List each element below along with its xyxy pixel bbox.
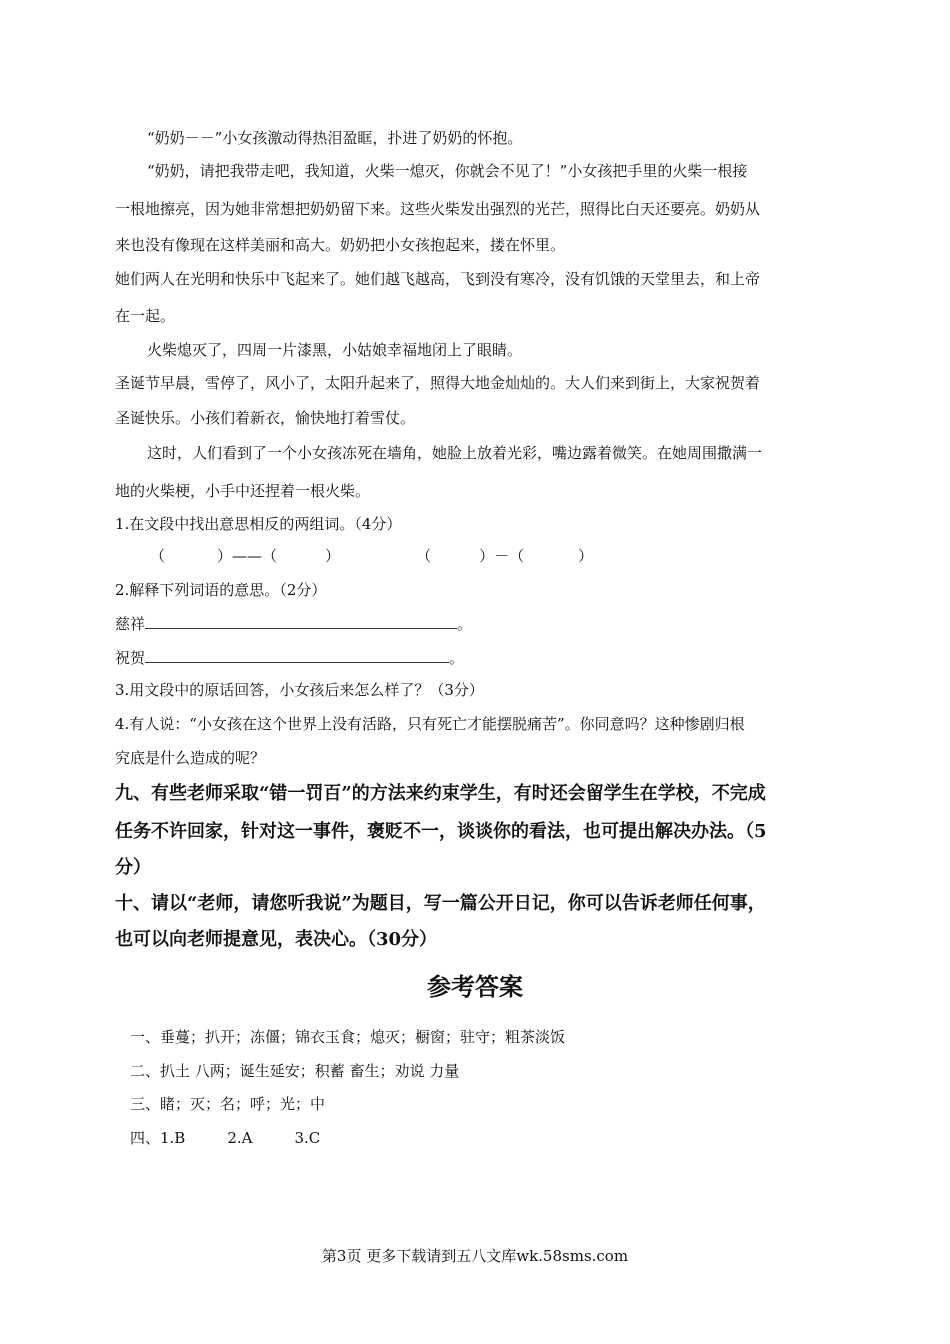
section-9-line-1: 九、有些老师采取“错一罚百”的方法来约束学生，有时还会留学生在学校，不完成 (115, 783, 766, 804)
answer-4-part-3: 3.C (294, 1129, 321, 1147)
story-paragraph-3-line-2: 在一起。 (115, 307, 176, 325)
story-paragraph-2-line-3: 来也没有像现在这样美丽和高大。奶奶把小女孩抱起来，搂在怀里。 (115, 236, 566, 254)
story-paragraph-6-line-1: 这时，人们看到了一个小女孩冻死在墙角，她脸上放着光彩，嘴边露着微笑。在她周围撒满一 (147, 444, 763, 462)
question-4-line-1: 4.有人说：“小女孩在这个世界上没有活路，只有死亡才能摆脱痛苦”。你同意吗？这种惨剧归根 (115, 715, 745, 733)
answer-blank-1[interactable] (145, 614, 457, 629)
paren-close: ） (578, 547, 594, 565)
paren-close: ） (479, 547, 495, 565)
story-paragraph-1: “奶奶－－”小女孩激动得热泪盈眶，扑进了奶奶的怀抱。 (147, 129, 523, 147)
paren-open: （ (509, 547, 525, 565)
section-9-line-2: 任务不许回家，针对这一事件，褒贬不一，谈谈你的看法，也可提出解决办法。（5 (115, 821, 767, 842)
question-2: 2.解释下列词语的意思。（2分） (115, 581, 327, 599)
dash: —— (232, 547, 263, 565)
question-4-line-2: 究底是什么造成的呢？ (115, 749, 266, 767)
paren-close: ） (325, 547, 341, 565)
story-paragraph-6-line-2: 地的火柴梗，小手中还捏着一根火柴。 (115, 482, 371, 500)
answer-key-title: 参考答案 (427, 972, 523, 1001)
answer-4 (130, 1128, 320, 1148)
story-paragraph-2-line-1: “奶奶，请把我带走吧，我知道，火柴一熄灭，你就会不见了！”小女孩把手里的火柴一根接 (147, 162, 748, 180)
answer-3: 三、睹；灭；名；呼；光；中 (130, 1095, 326, 1113)
story-paragraph-2-line-2: 一根地擦亮，因为她非常想把奶奶留下来。这些火柴发出强烈的光芒，照得比白天还要亮。奶奶从 (115, 200, 761, 218)
answer-4-part-2: 2.A (227, 1129, 253, 1147)
dash: － (494, 547, 510, 565)
question-2-item-1: 慈祥 。 (115, 615, 473, 633)
term-2: 祝贺 (115, 649, 146, 667)
term-1: 慈祥 (115, 615, 146, 633)
paren-open: （ (416, 547, 432, 565)
paren-open: （ (262, 547, 278, 565)
story-paragraph-4: 火柴熄灭了，四周一片漆黑，小姑娘幸福地闭上了眼睛。 (147, 341, 523, 359)
paren-open: （ (150, 547, 166, 565)
section-9-line-3: 分） (115, 857, 151, 878)
question-3: 3.用文段中的原话回答，小女孩后来怎么样了？（3分） (115, 681, 484, 699)
page-footer: 第3页 更多下载请到五八文库wk.58sms.com (321, 1247, 629, 1265)
story-paragraph-5-line-2: 圣诞快乐。小孩们着新衣，愉快地打着雪仗。 (115, 409, 416, 427)
story-paragraph-5-line-1: 圣诞节早晨，雪停了，风小了，太阳升起来了，照得大地金灿灿的。大人们来到街上，大家祝贺着 (115, 374, 761, 392)
answer-4-part-1: 四、1.B (130, 1129, 186, 1147)
answer-1: 一、垂蔓；扒开；冻僵；锦衣玉食；熄灭；橱窗；驻守；粗茶淡饭 (130, 1028, 566, 1046)
question-2-item-2: 祝贺 。 (115, 649, 465, 667)
answer-2: 二、扒土 八两；诞生延安；积蓄 畜生；劝说 力量 (130, 1062, 460, 1080)
paren-close: ） (217, 547, 233, 565)
answer-blank-2[interactable] (145, 648, 449, 663)
section-10-line-1: 十、请以“老师，请您听我说”为题目，写一篇公开日记，你可以告诉老师任何事， (115, 893, 766, 914)
question-1-answer-blanks (150, 546, 593, 566)
question-1: 1.在文段中找出意思相反的两组词。（4分） (115, 515, 402, 533)
section-10-line-2: 也可以向老师提意见，表决心。（30分） (115, 929, 438, 950)
story-paragraph-3-line-1: 她们两人在光明和快乐中飞起来了。她们越飞越高，飞到没有寒冷，没有饥饿的天堂里去，和上帝 (115, 270, 761, 288)
